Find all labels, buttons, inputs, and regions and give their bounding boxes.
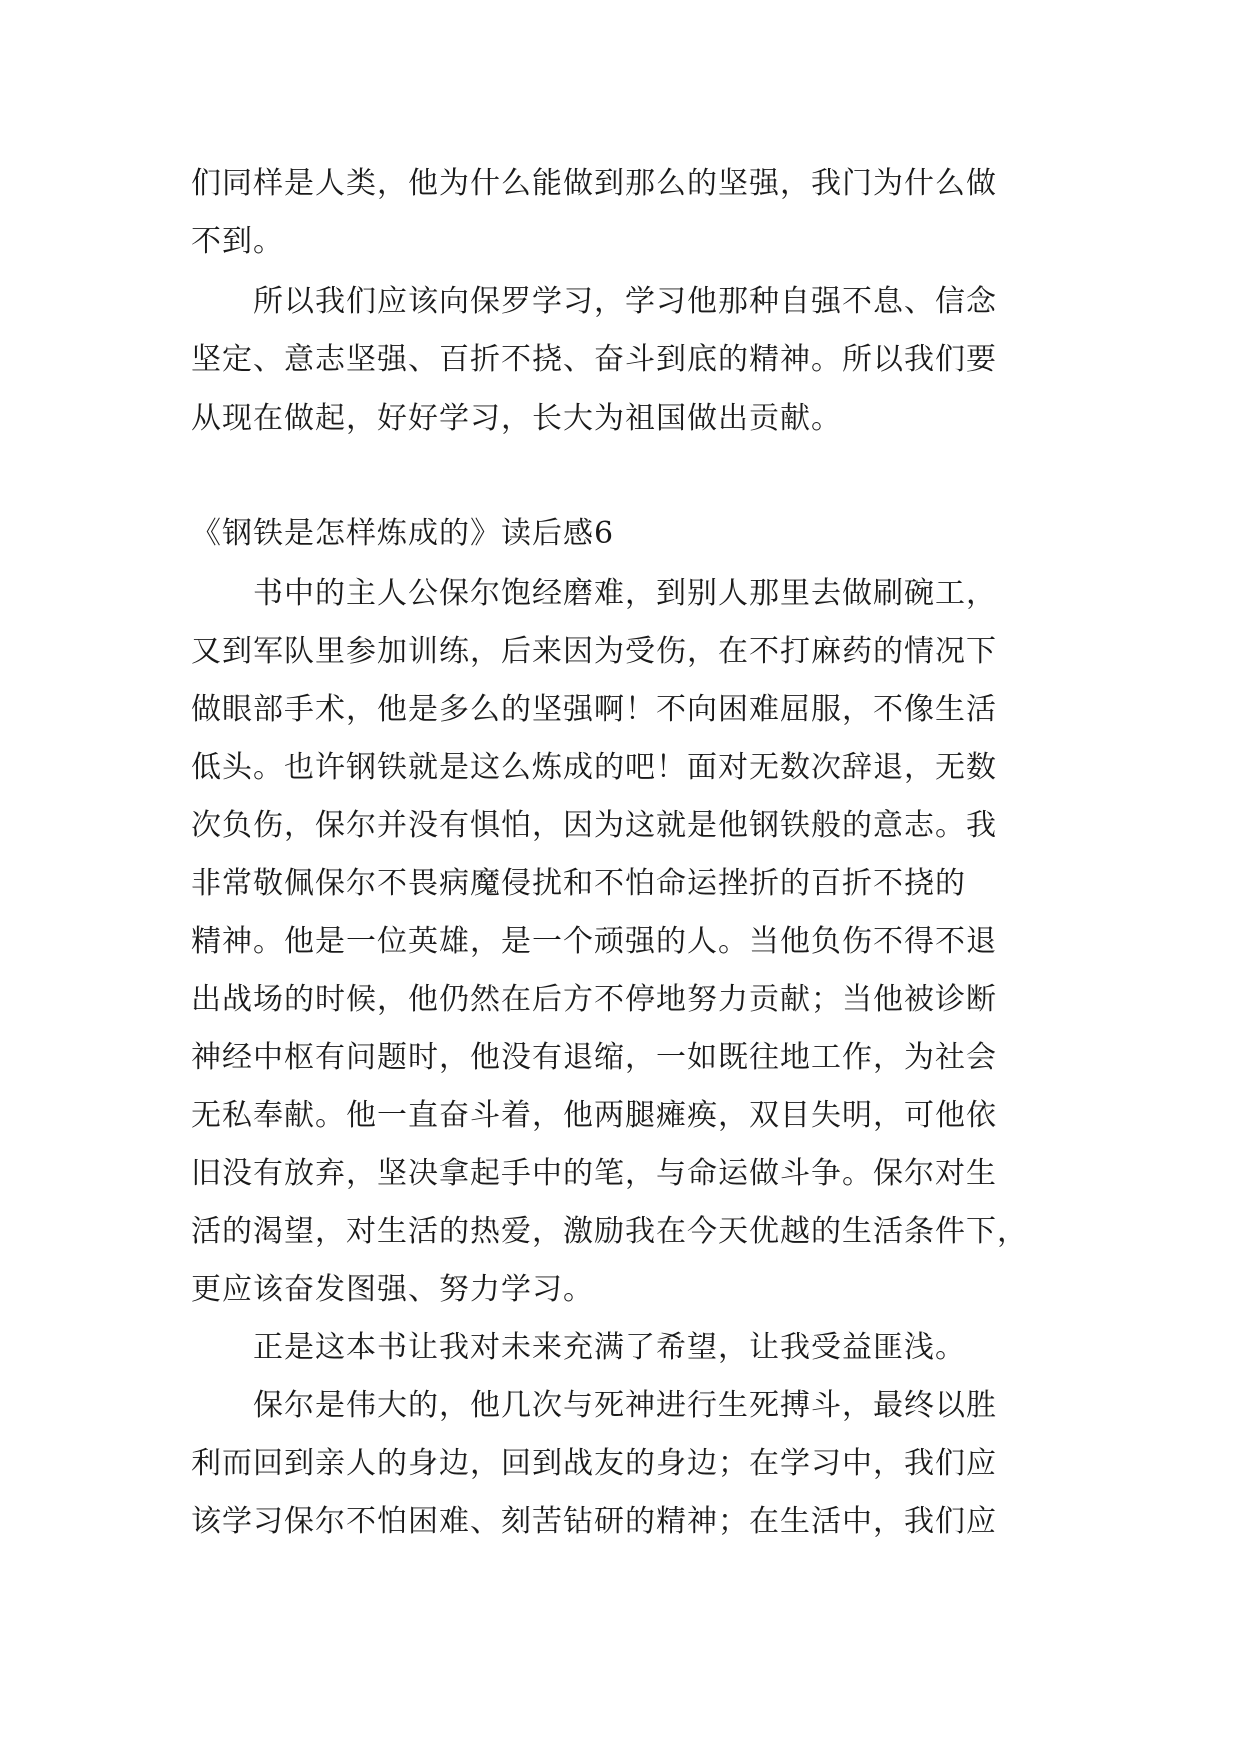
text-line: 从现在做起，好好学习，长大为祖国做出贡献。 [191, 401, 842, 436]
text-line: 非常敬佩保尔不畏病魔侵扰和不怕命运挫折的百折不挠的 [191, 866, 966, 901]
text-line: 利而回到亲人的身边，回到战友的身边；在学习中，我们应 [191, 1446, 997, 1481]
text-line: 又到军队里参加训练，后来因为受伤，在不打麻药的情况下 [191, 634, 997, 669]
text-line: 正是这本书让我对未来充满了希望，让我受益匪浅。 [253, 1330, 966, 1365]
text-line: 低头。也许钢铁就是这么炼成的吧！面对无数次辞退，无数 [191, 750, 997, 785]
text-line: 旧没有放弃，坚决拿起手中的笔，与命运做斗争。保尔对生 [191, 1156, 997, 1191]
text-line: 该学习保尔不怕困难、刻苦钻研的精神；在生活中，我们应 [191, 1504, 997, 1539]
section-heading: 《钢铁是怎样炼成的》读后感6 [191, 516, 615, 551]
text-line: 更应该奋发图强、努力学习。 [191, 1272, 594, 1307]
text-line: 们同样是人类，他为什么能做到那么的坚强，我门为什么做 [191, 166, 997, 201]
text-line: 所以我们应该向保罗学习，学习他那种自强不息、信念 [253, 284, 997, 319]
text-line: 次负伤，保尔并没有惧怕，因为这就是他钢铁般的意志。我 [191, 808, 997, 843]
text-line: 保尔是伟大的，他几次与死神进行生死搏斗，最终以胜 [253, 1388, 997, 1423]
text-line: 神经中枢有问题时，他没有退缩，一如既往地工作，为社会 [191, 1040, 997, 1075]
text-line: 坚定、意志坚强、百折不挠、奋斗到底的精神。所以我们要 [191, 342, 997, 377]
text-line: 无私奉献。他一直奋斗着，他两腿瘫痪，双目失明，可他依 [191, 1098, 997, 1133]
text-line: 做眼部手术，他是多么的坚强啊！不向困难屈服，不像生活 [191, 692, 997, 727]
text-line: 不到。 [191, 224, 284, 259]
text-line: 出战场的时候，他仍然在后方不停地努力贡献；当他被诊断 [191, 982, 997, 1017]
text-line: 精神。他是一位英雄，是一个顽强的人。当他负伤不得不退 [191, 924, 997, 959]
text-line: 活的渴望，对生活的热爱，激励我在今天优越的生活条件下， [191, 1214, 1028, 1249]
text-line: 书中的主人公保尔饱经磨难，到别人那里去做刷碗工， [253, 576, 997, 611]
